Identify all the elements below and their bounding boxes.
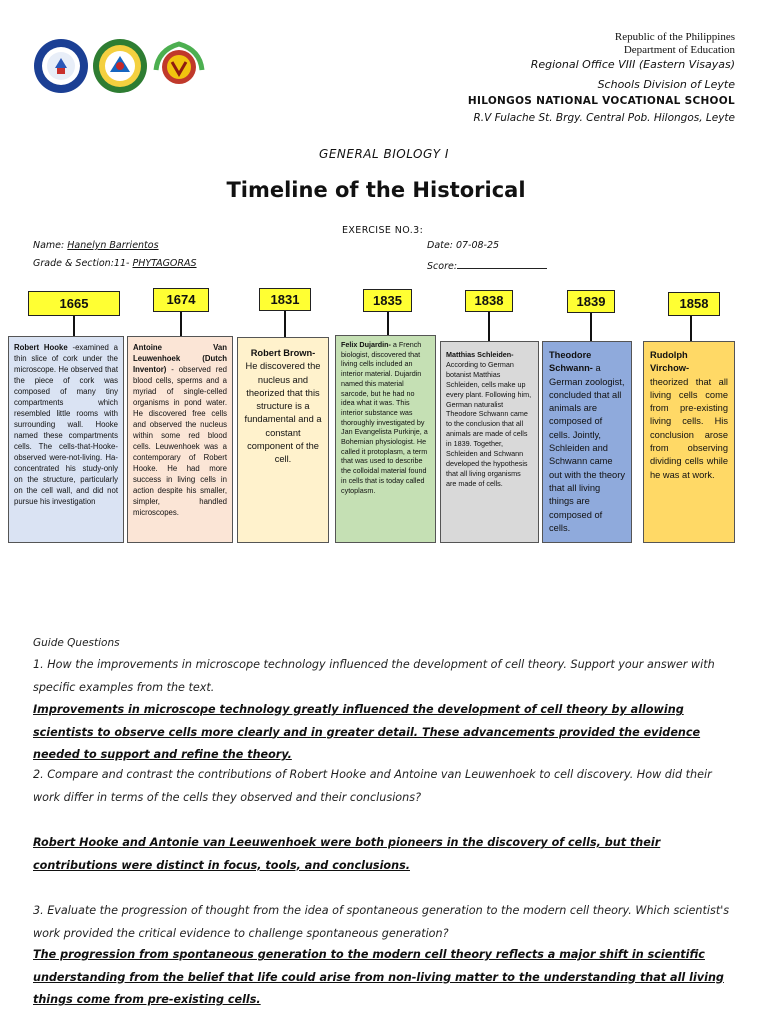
- scientist-name: Rudolph Virchow-: [650, 350, 690, 374]
- year-box-1838: [465, 290, 513, 312]
- question-3: 3. Evaluate the progression of thought from the idea of spontaneous generation to the modern cell theory. Which scientist's work provided the critical evidence to challenge spontaneous generation?: [33, 904, 730, 940]
- deped-seal-logo: [33, 38, 89, 94]
- date-value: 07-08-25: [455, 240, 500, 251]
- header-school: HILONGOS NATIONAL VOCATIONAL SCHOOL: [467, 95, 735, 107]
- scientist-description: - observed red blood cells, sperms and a myriad of single-celled organisms in pond water. He discovered free cells and observed the nucleus within some red blood cells. Leuwenhoek was a contemporary of Robert Hooke. He had more success in living cells in action despite his smaller, simpler, handled microscopes.: [133, 365, 227, 517]
- scientist-name: Matthias Schleiden-: [446, 350, 514, 359]
- connector-line: [387, 312, 389, 336]
- scientist-description: a French biologist, discovered that living cells included an interior material. Dujardin named this material sarcode, but he had no idea what it was. This interior substance was thoroughly investigated by Jan Evangelista Purkinje, a Bohemian physiologist. He called it protoplasm, a term that was used to describe the colloidal material found in cells that is today called cytoplasm.: [341, 340, 428, 495]
- header-division: Schools Division of Leyte: [597, 78, 735, 91]
- scientist-name: Robert Brown-: [250, 348, 316, 358]
- guide-heading: Guide Questions: [33, 637, 120, 649]
- header-address: R.V Fulache St. Brgy. Central Pob. Hilongos, Leyte: [473, 112, 735, 124]
- school-seal-logo: [150, 38, 208, 96]
- timeline-card-hooke: [8, 336, 124, 543]
- year-box-1858: [668, 292, 720, 316]
- connector-line: [180, 312, 182, 337]
- year-label: 1858: [679, 296, 709, 311]
- grade-label: Grade & Section:: [33, 258, 114, 269]
- year-label: 1831: [270, 292, 300, 307]
- scientist-description: -examined a thin slice of cork under the microscope. He observed that the piece of cork was composed of many tiny compartments which resembled little rooms with surrounding wall. Hooke named these compartments cells. The cells-that-Hooke-observed were-not-living. Ha-concentrated his study-only on the structure, particularly on the cell wall, and did not pursue his investigation: [14, 343, 118, 506]
- scientist-name: Antoine Van Leuwenhoek (Dutch Inventor): [133, 343, 227, 374]
- timeline-card-schleiden: [440, 341, 539, 543]
- timeline-card-brown: [237, 337, 329, 543]
- timeline-card-leeuwenhoek: [127, 336, 233, 543]
- year-box-1665: [28, 291, 120, 316]
- score-blank: [457, 258, 547, 269]
- score-label: Score:: [427, 261, 458, 272]
- date-label: Date:: [427, 240, 453, 251]
- connector-line: [73, 316, 75, 337]
- answer-1: Improvements in microscope technology greatly influenced the development of cell theory by allowing scientists to observe cells more clearly and in greater detail. These advancements provided the evidence needed to support and refine the theory.: [33, 703, 701, 761]
- connector-line: [284, 311, 286, 338]
- question-1: 1. How the improvements in microscope technology influenced the development of cell theory. Support your answer with specific examples from the text.: [33, 658, 715, 694]
- connector-line: [590, 313, 592, 341]
- grade-value: 11-: [113, 258, 133, 269]
- year-box-1839: [567, 290, 615, 313]
- connector-line: [488, 312, 490, 341]
- score-line: [427, 258, 547, 272]
- name-value: Hanelyn Barrientos: [67, 240, 159, 251]
- header-region: Regional Office VIII (Eastern Visayas): [530, 58, 735, 71]
- question-2: 2. Compare and contrast the contributions of Robert Hooke and Antoine van Leuwenhoek to cell discovery. How did their work differ in terms of the cells they observed and their conclusions?: [33, 768, 712, 804]
- year-label: 1665: [59, 296, 89, 311]
- header-department: Department of Education: [623, 44, 735, 56]
- exercise-label: EXERCISE NO.3:: [342, 225, 424, 236]
- timeline-card-schwann: [542, 341, 632, 543]
- scientist-description: a German zoologist, concluded that all animals are composed of cells. Jointly, Schleiden and Schwann came out with the theory that all living things are composed of cells.: [549, 363, 625, 533]
- answer-2: Robert Hooke and Antonie van Leeuwenhoek were both pioneers in the discovery of cells, but their contributions were distinct in focus, tools, and conclusions.: [33, 836, 661, 872]
- subject-title: GENERAL BIOLOGY I: [319, 147, 449, 161]
- answer-3: The progression from spontaneous generation to the modern cell theory reflects a major shift in scientific understanding from the belief that life could arise from non-living matter to the understanding that all living things come from pre-existing cells.: [33, 948, 724, 1006]
- connector-line: [690, 316, 692, 341]
- year-label: 1839: [576, 294, 606, 309]
- year-label: 1674: [166, 292, 196, 307]
- page-title: Timeline of the Historical: [226, 178, 526, 202]
- scientist-name: Felix Dujardin-: [341, 340, 391, 349]
- scientist-name: Robert Hooke: [14, 343, 68, 352]
- year-box-1835: [363, 289, 412, 312]
- timeline-card-virchow: [643, 341, 735, 543]
- header-republic: Republic of the Philippines: [614, 31, 735, 43]
- year-label: 1838: [474, 293, 504, 308]
- timeline-card-dujardin: [335, 335, 436, 543]
- section-value: PHYTAGORAS: [132, 258, 197, 269]
- name-label: Name:: [33, 240, 65, 251]
- year-box-1831: [259, 288, 311, 311]
- name-line: [33, 240, 159, 251]
- scientist-description: theorized that all living cells come from pre-existing living cells. His conclusion arose from observing dividing cells while he was at work.: [650, 376, 728, 480]
- schools-division-leyte-logo: [92, 38, 148, 94]
- grade-line: [33, 258, 197, 269]
- year-label: 1835: [373, 293, 402, 308]
- date-line: [427, 240, 499, 251]
- year-box-1674: [153, 288, 209, 312]
- scientist-description: He discovered the nucleus and theorized that this structure is a fundamental and a constant component of the cell.: [244, 361, 322, 465]
- scientist-name: Theodore Schwann-: [549, 350, 593, 374]
- scientist-description: According to German botanist Matthias Schleiden, cells make up every plant. Following him, German naturalist Theodore Schwann came to the conclusion that all animals are made of cells in 1839. Together, Schleiden and Schwann developed the hypothesis that all living organisms are made of cells.: [446, 359, 532, 488]
